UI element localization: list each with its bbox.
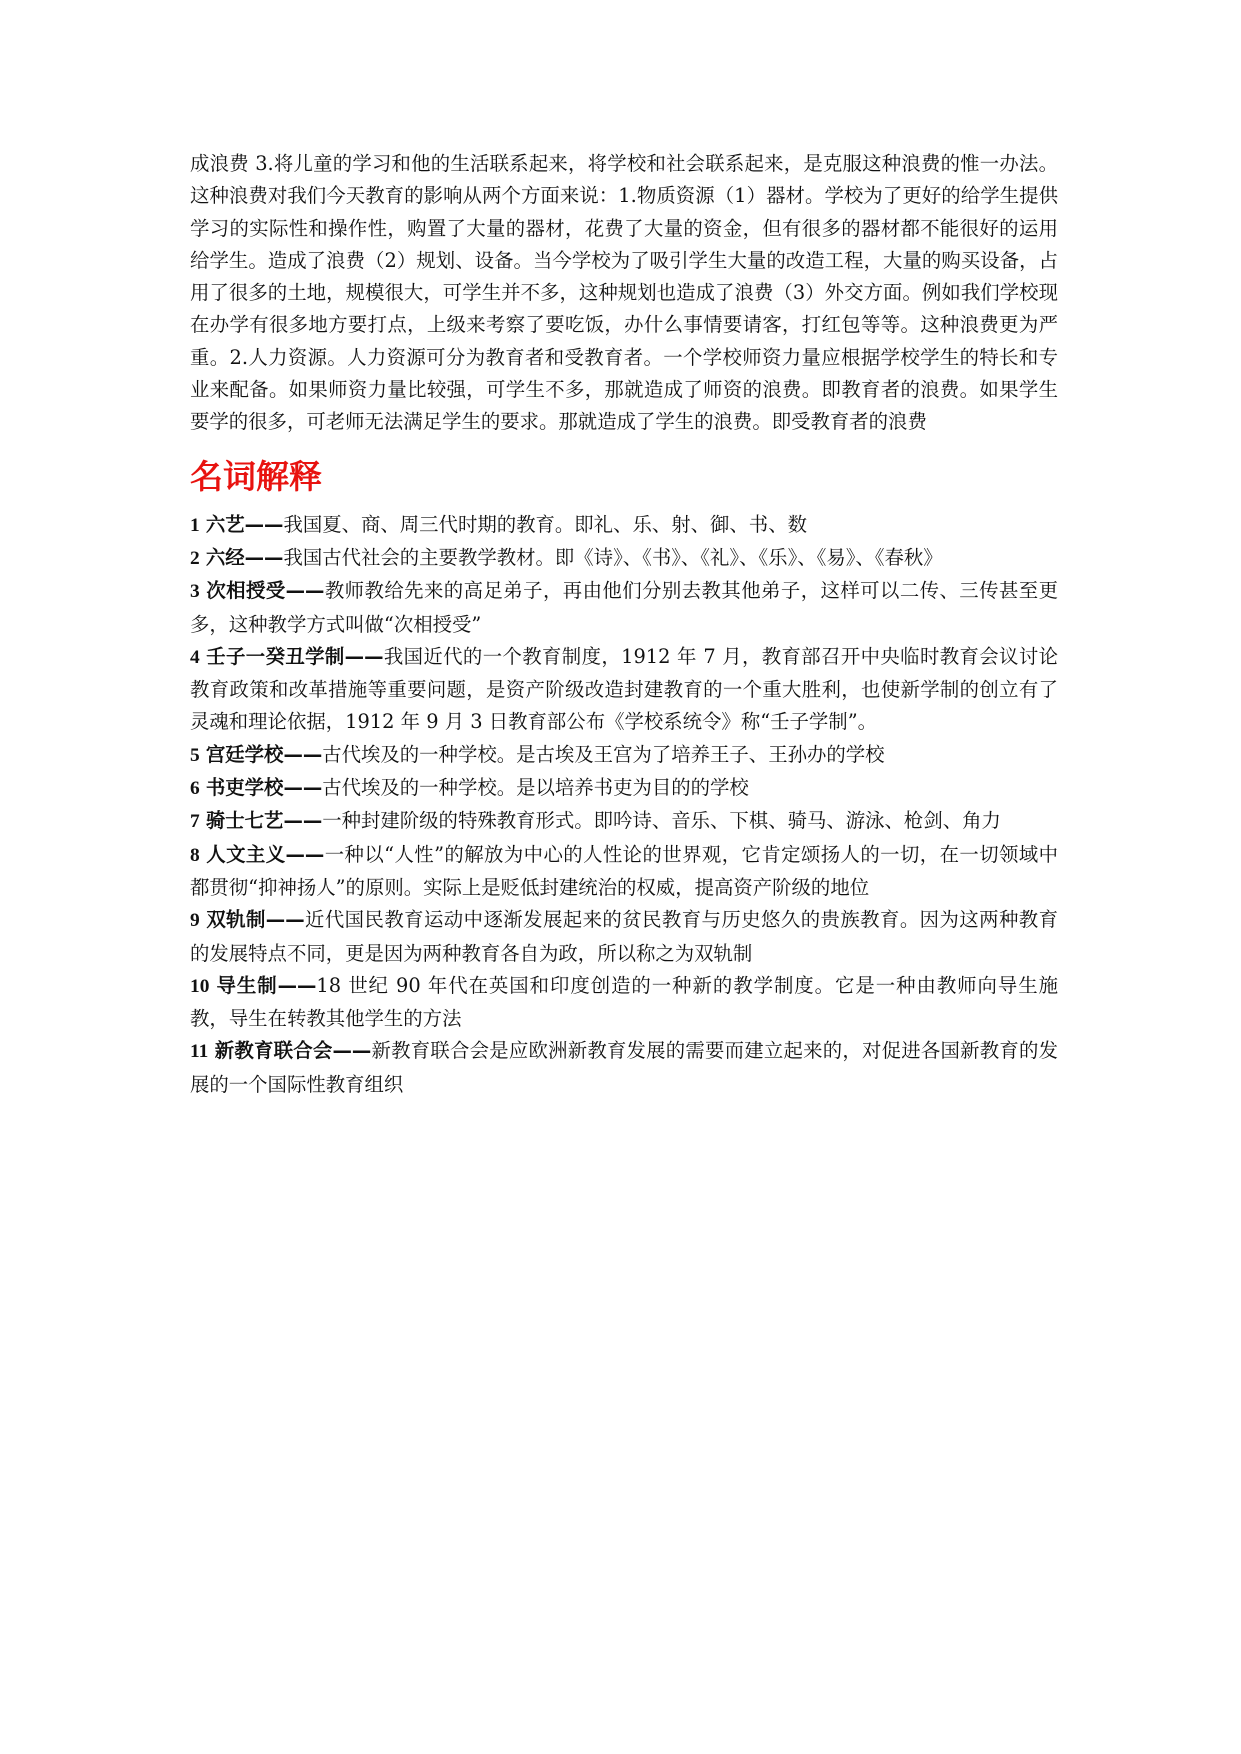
term-number: 3 xyxy=(190,581,200,603)
term-name: 壬子一癸丑学制 xyxy=(206,644,345,668)
term-definition: 新教育联合会是应欧洲新教育发展的需要而建立起来的，对促进各国新教育的发展的一个国际性教育组织 xyxy=(190,1039,1059,1096)
term-name: 宫廷学校 xyxy=(205,742,284,766)
term-number: 9 xyxy=(190,910,200,932)
term-name: 骑士七艺 xyxy=(205,809,284,833)
term-dash: —— xyxy=(244,512,284,536)
term-name: 新教育联合会 xyxy=(214,1039,333,1063)
term-item xyxy=(190,772,1058,805)
intro-paragraph: 成浪费 3.将儿童的学习和他的生活联系起来，将学校和社会联系起来，是克服这种浪费的惟一办法。这种浪费对我们今天教育的影响从两个方面来说：1.物质资源（1）器材。学校为了更好的给学生提供学习的实际性和操作性，购置了大量的器材，花费了大量的资金，但有很多的器材都不能很好的运用给学生。造成了浪费（2）规划、设备。当今学校为了吸引学生大量的改造工程，大量的购买设备，占用了很多的土地，规模很大，可学生并不多，这种规划也造成了浪费（3）外交方面。例如我们学校现在办学有很多地方要打点，上级来考察了要吃饭，办什么事情要请客，打红包等等。这种浪费更为严重。2.人力资源。人力资源可分为教育者和受教育者。一个学校师资力量应根据学校学生的特长和专业来配备。如果师资力量比较强，可学生不多，那就造成了师资的浪费。即教育者的浪费。如果学生要学的很多，可老师无法满足学生的要求。那就造成了学生的浪费。即受教育者的浪费 xyxy=(190,152,1058,434)
term-item xyxy=(190,970,1058,1036)
term-number: 5 xyxy=(190,744,200,766)
term-item xyxy=(190,641,1058,739)
term-item xyxy=(190,805,1058,838)
term-definition: 一种封建阶级的特殊教育形式。即吟诗、音乐、下棋、骑马、游泳、枪剑、角力 xyxy=(322,809,1001,833)
term-number: 1 xyxy=(190,514,200,536)
term-definition: 古代埃及的一种学校。是以培养书吏为目的的学校 xyxy=(322,776,749,800)
term-item xyxy=(190,575,1058,641)
term-item xyxy=(190,739,1058,772)
term-definition: 我国近代的一个教育制度，1912 年 7 月，教育部召开中央临时教育会议讨论教育政策和改革措施等重要问题，是资产阶级改造封建教育的一个重大胜利，也使新学制的创立有了灵魂和理论依据，1912 年 9 月 3 日教育部公布《学校系统令》称“壬子学制”。 xyxy=(190,644,1058,734)
term-number: 11 xyxy=(190,1041,209,1063)
term-number: 6 xyxy=(190,778,200,800)
term-definition: 18 世纪 90 年代在英国和印度创造的一种新的教学制度。它是一种由教师向导生施教，导生在转教其他学生的方法 xyxy=(190,973,1058,1031)
term-definition: 我国古代社会的主要教学教材。即《诗》、《书》、《礼》、《乐》、《易》、《春秋》 xyxy=(283,545,943,569)
term-dash: —— xyxy=(283,742,323,766)
term-item xyxy=(190,839,1058,905)
term-dash: —— xyxy=(277,973,317,997)
term-dash: —— xyxy=(265,908,305,932)
term-number: 10 xyxy=(190,975,210,997)
document-page xyxy=(190,148,1058,1101)
term-dash: —— xyxy=(332,1039,372,1063)
term-dash: —— xyxy=(285,842,325,866)
term-item xyxy=(190,904,1058,970)
term-dash: —— xyxy=(283,809,323,833)
term-name: 人文主义 xyxy=(206,842,286,866)
term-name: 六经 xyxy=(205,545,245,569)
term-item xyxy=(190,1035,1058,1101)
term-list xyxy=(190,509,1058,1101)
term-name: 次相授受 xyxy=(206,579,286,603)
term-definition: 教师教给先来的高足弟子，再由他们分别去教其他弟子，这样可以二传、三传甚至更多，这种教学方式叫做“次相授受” xyxy=(190,579,1059,636)
term-definition: 近代国民教育运动中逐渐发展起来的贫民教育与历史悠久的贵族教育。因为这两种教育的发展特点不同，更是因为两种教育各自为政，所以称之为双轨制 xyxy=(190,908,1059,965)
term-name: 六艺 xyxy=(205,512,245,536)
term-definition: 我国夏、商、周三代时期的教育。即礼、乐、射、御、书、数 xyxy=(283,512,807,536)
term-number: 8 xyxy=(190,844,200,866)
term-name: 导生制 xyxy=(216,973,278,997)
term-dash: —— xyxy=(283,776,323,800)
term-number: 4 xyxy=(190,646,200,668)
term-number: 7 xyxy=(190,811,200,833)
term-item xyxy=(190,509,1058,542)
term-item xyxy=(190,542,1058,575)
section-title: 名词解释 xyxy=(190,456,322,496)
term-name: 书吏学校 xyxy=(205,776,284,800)
term-dash: —— xyxy=(285,579,325,603)
term-definition: 一种以“人性”的解放为中心的人性论的世界观，它肯定颂扬人的一切，在一切领域中都贯彻“抑神扬人”的原则。实际上是贬低封建统治的权威，提高资产阶级的地位 xyxy=(190,842,1059,899)
term-dash: —— xyxy=(344,644,384,668)
term-name: 双轨制 xyxy=(206,908,266,932)
term-number: 2 xyxy=(190,547,200,569)
term-dash: —— xyxy=(244,545,284,569)
term-definition: 古代埃及的一种学校。是古埃及王宫为了培养王子、王孙办的学校 xyxy=(322,742,885,766)
